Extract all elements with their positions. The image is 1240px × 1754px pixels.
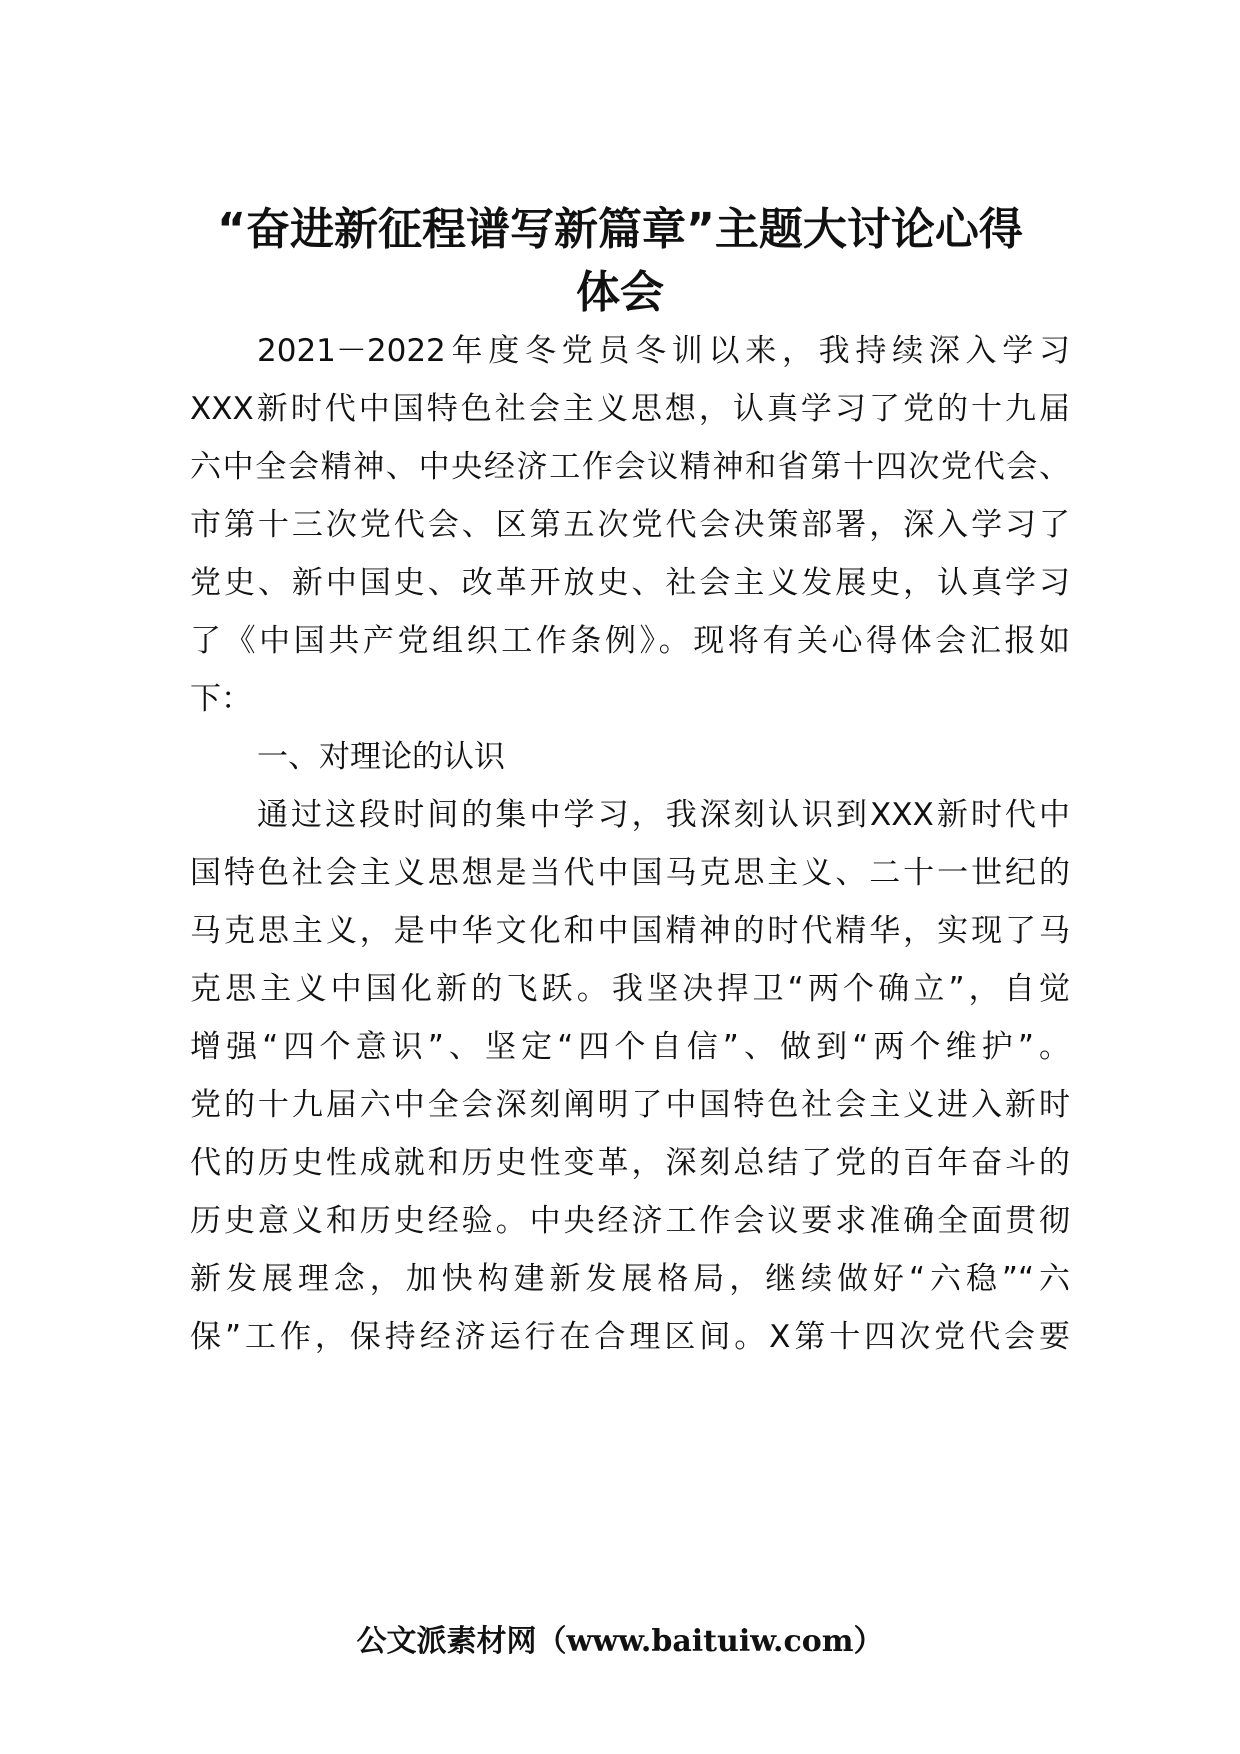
body-line: XXX新时代中国特色社会主义思想，认真学习了党的十九届 <box>190 391 1070 427</box>
body-line: 党的十九届六中全会深刻阐明了中国特色社会主义进入新时 <box>190 1087 1070 1123</box>
body-line: 了《中国共产党组织工作条例》。现将有关心得体会汇报如 <box>190 623 1070 659</box>
footer-watermark: 公文派素材网（www.baituiw.com） <box>356 1624 884 1659</box>
body-line: 新发展理念，加快构建新发展格局，继续做好“六稳”“六 <box>190 1261 1070 1297</box>
body-line: 代的历史性成就和历史性变革，深刻总结了党的百年奋斗的 <box>190 1145 1070 1181</box>
body-line: 国特色社会主义思想是当代中国马克思主义、二十一世纪的 <box>190 855 1070 891</box>
section-heading: 一、对理论的认识 <box>257 739 505 775</box>
body-line: 保”工作，保持经济运行在合理区间。X第十四次党代会要 <box>190 1319 1070 1355</box>
body-line: 克思主义中国化新的飞跃。我坚决捍卫“两个确立”，自觉 <box>190 971 1070 1007</box>
body-line: 下： <box>190 681 252 717</box>
body-line: 市第十三次党代会、区第五次党代会决策部署，深入学习了 <box>190 507 1070 543</box>
body-line: 2021－2022年度冬党员冬训以来，我持续深入学习 <box>257 333 1070 369</box>
body-line: 六中全会精神、中央经济工作会议精神和省第十四次党代会、 <box>190 449 1070 485</box>
body-line: 增强“四个意识”、坚定“四个自信”、做到“两个维护”。 <box>190 1029 1070 1065</box>
body-line: 马克思主义，是中华文化和中国精神的时代精华，实现了马 <box>190 913 1070 949</box>
body-line: 通过这段时间的集中学习，我深刻认识到XXX新时代中 <box>257 797 1070 833</box>
body-line: 历史意义和历史经验。中央经济工作会议要求准确全面贯彻 <box>190 1203 1070 1239</box>
document-title-line-1: “奋进新征程谱写新篇章”主题大讨论心得 <box>217 204 1023 255</box>
document-title-line-2: 体会 <box>576 267 664 318</box>
body-line: 党史、新中国史、改革开放史、社会主义发展史，认真学习 <box>190 565 1070 601</box>
